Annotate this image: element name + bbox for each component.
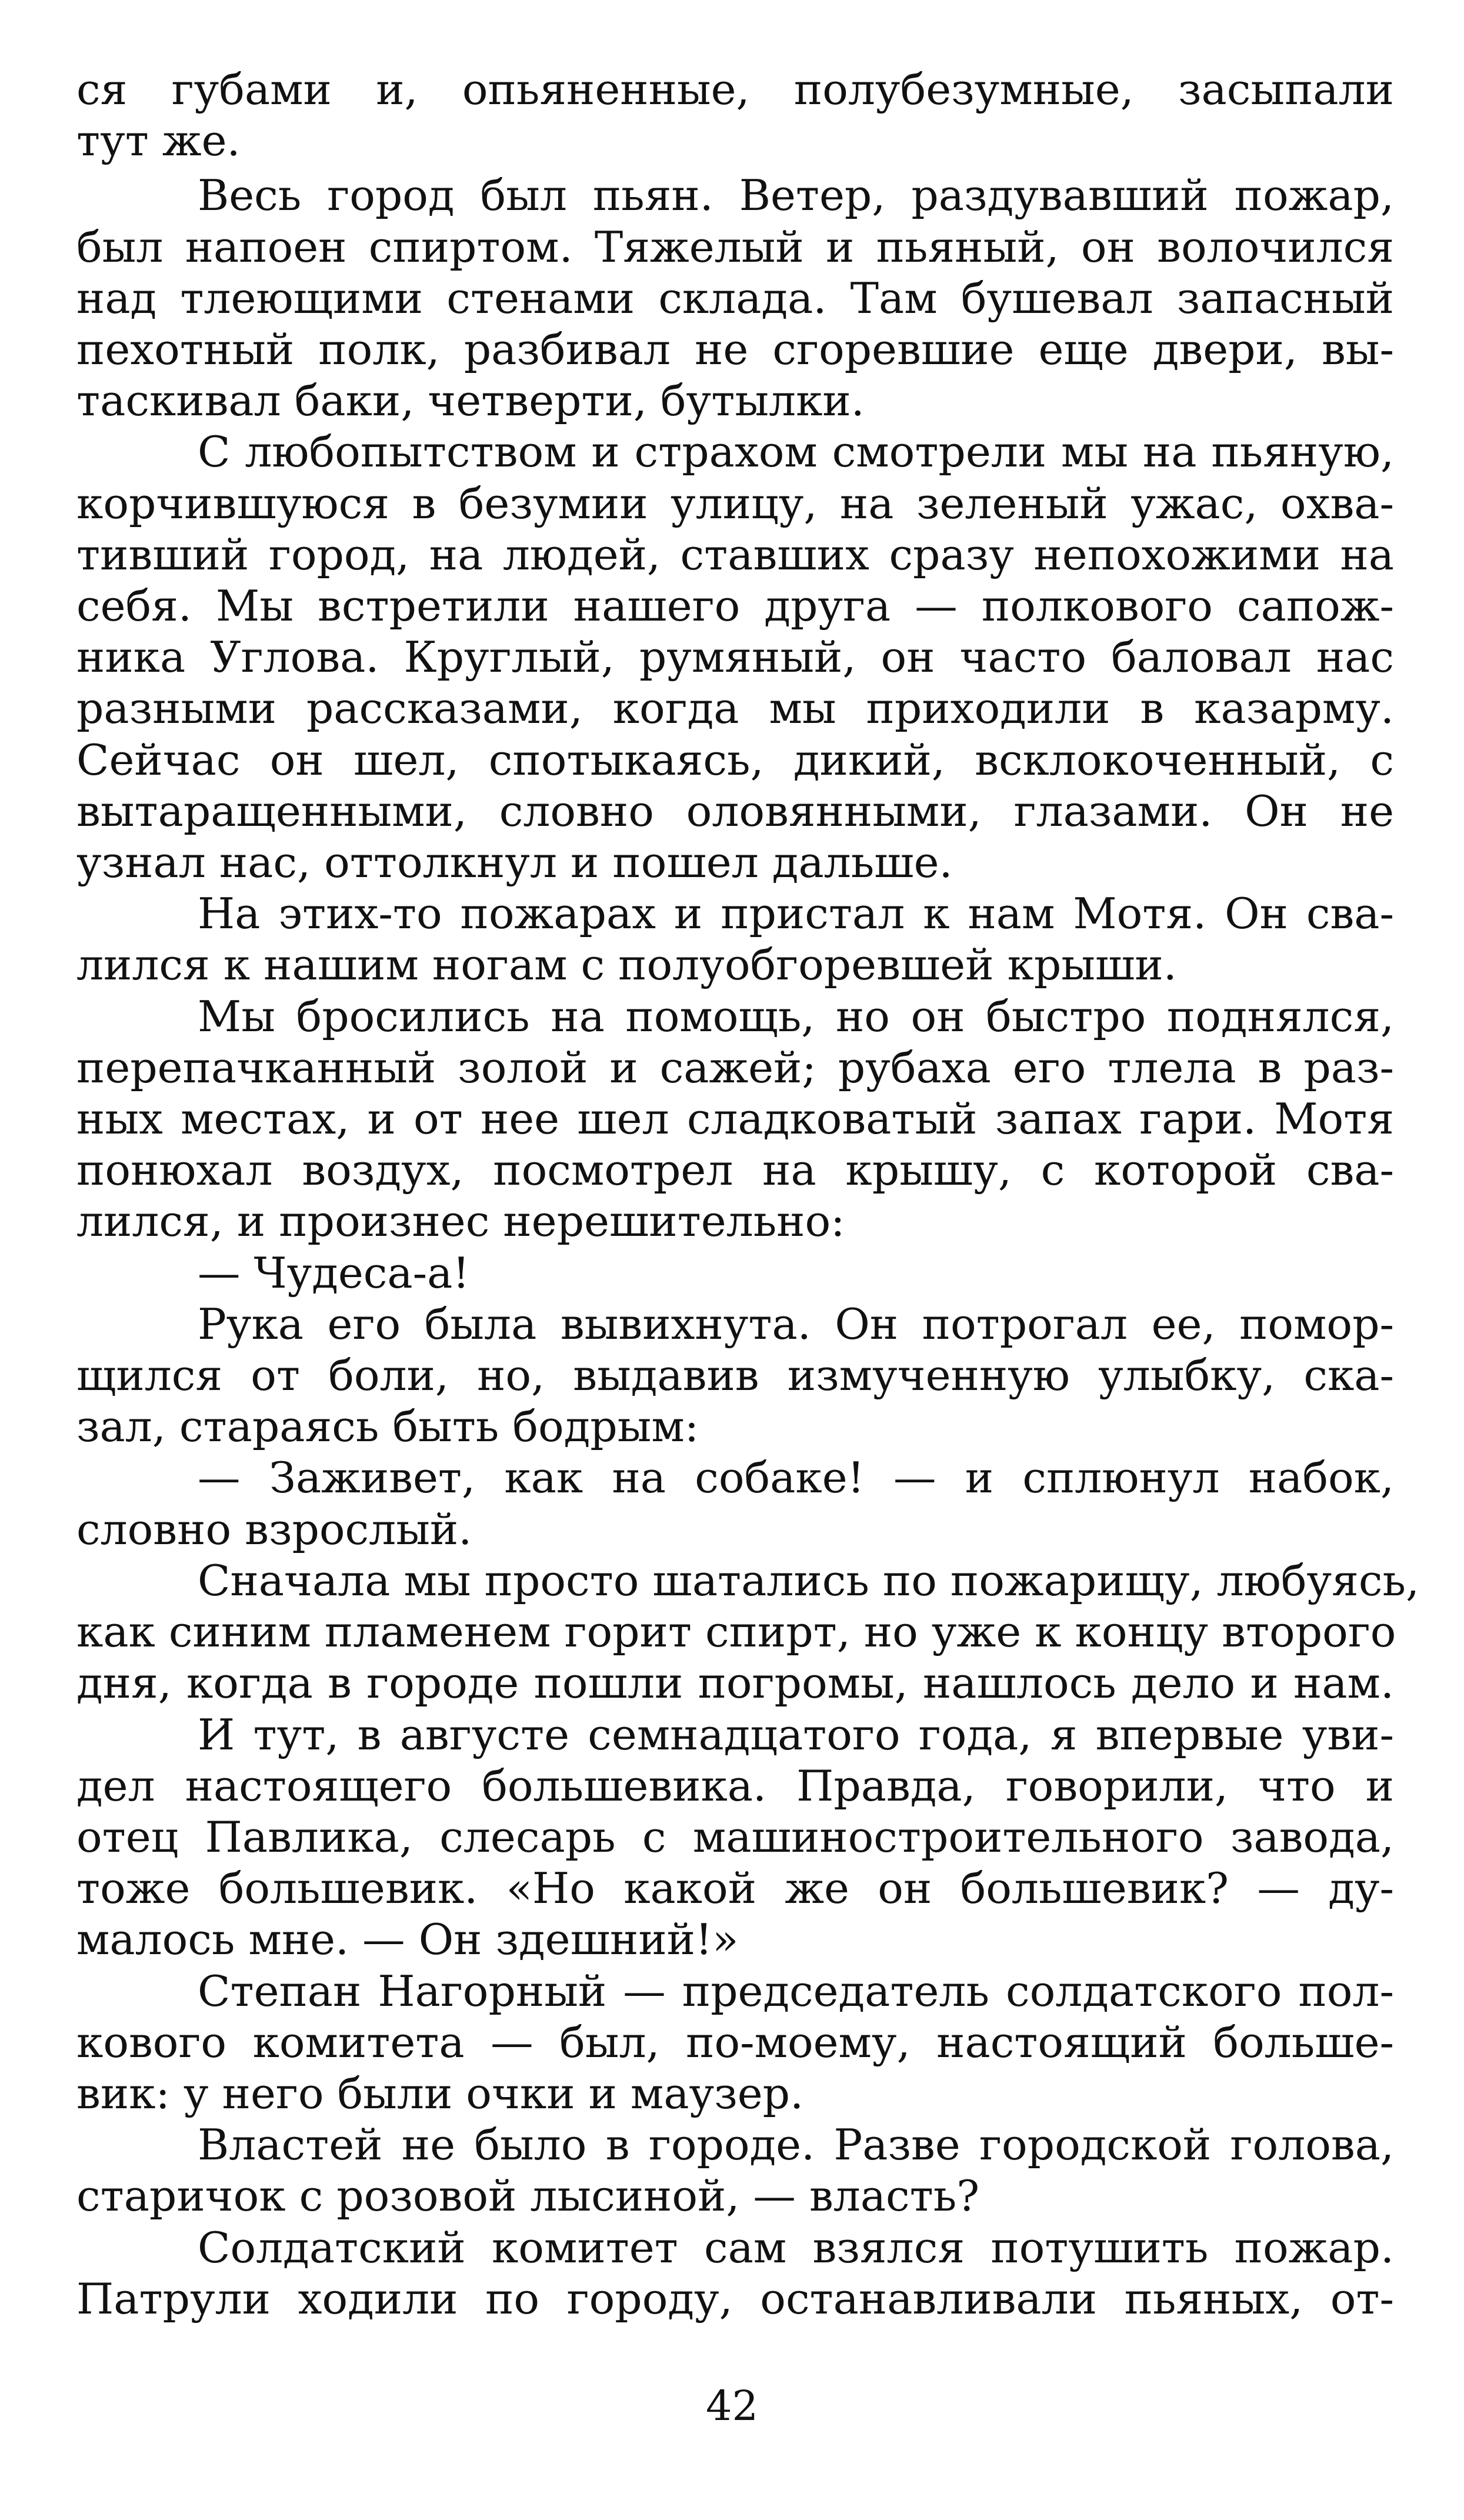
text-line: ся губами и, опьяненные, полубезумные, засыпали [76,65,1394,115]
text-line: Степан Нагорный — председатель солдатского пол- [198,1966,1394,2016]
text-line: Солдатский комитет сам взялся потушить пожар. [198,2223,1394,2273]
text-line: Патрули ходили по городу, останавливали пьяных, от- [76,2274,1394,2324]
text-line: На этих-то пожарах и пристал к нам Мотя. Он сва- [198,889,1394,939]
text-line: разными рассказами, когда мы приходили в казарму. [76,684,1394,734]
text-line: вытаращенными, словно оловянными, глазами. Он не [76,786,1394,836]
text-line: отец Павлика, слесарь с машиностроительного завода, [76,1812,1394,1862]
text-line: Весь город был пьян. Ветер, раздувавший пожар, [198,171,1394,221]
text-line: ника Углова. Круглый, румяный, он часто баловал нас [76,633,1394,683]
text-line: Сейчас он шел, спотыкаясь, дикий, всклокоченный, с [76,735,1394,785]
text-line: Сначала мы просто шатались по пожарищу, любуясь, [198,1556,1420,1606]
text-line: пехотный полк, разбивал не сгоревшие еще двери, вы- [76,325,1394,375]
paragraph [76,1248,1394,1299]
text-line: малось мне. — Он здешний!» [76,1915,739,1965]
text-line: щился от боли, но, выдавив измученную улыбку, ска- [76,1351,1394,1401]
text-line: зал, стараясь быть бодрым: [76,1402,699,1452]
paragraph [76,427,1394,889]
text-line: — Заживет, как на собаке! — и сплюнул набок, [198,1454,1394,1504]
page-body [76,65,1420,2325]
text-line: таскивал баки, четверти, бутылки. [76,376,865,426]
text-line: лился к нашим ногам с полуобгоревшей крыши. [76,941,1177,991]
text-line: дня, когда в городе пошли погромы, нашлось дело и нам. [76,1659,1394,1709]
paragraph [76,1966,1394,2121]
text-line: перепачканный золой и сажей; рубаха его тлела в раз- [76,1043,1394,1093]
paragraph [76,889,1394,991]
text-line: был напоен спиртом. Тяжелый и пьяный, он волочился [76,222,1394,272]
paragraph [76,992,1394,1248]
paragraph [76,1299,1394,1454]
paragraph [76,1453,1394,1555]
text-line: старичок с розовой лысиной, — власть? [76,2172,980,2222]
text-line: вик: у него были очки и маузер. [76,2069,804,2119]
text-line: И тут, в августе семнадцатого года, я впервые уви- [198,1710,1394,1760]
text-line: корчившуюся в безумии улицу, на зеленый ужас, охва- [76,479,1394,529]
paragraph [76,2223,1394,2325]
text-line: словно взрослый. [76,1505,472,1555]
text-line: лился, и произнес нерешительно: [76,1197,845,1247]
text-line: ных местах, и от нее шел сладковатый запах гари. Мотя [76,1095,1394,1145]
text-line: понюхал воздух, посмотрел на крышу, с которой сва- [76,1146,1394,1196]
text-line: как синим пламенем горит спирт, но уже к концу второго [76,1608,1396,1658]
text-line: тоже большевик. «Но какой же он большевик? — ду- [76,1864,1394,1914]
paragraph [76,171,1394,427]
text-line: тивший город, на людей, ставших сразу непохожими на [76,530,1394,580]
text-line: Властей не было в городе. Разве городской голова, [198,2121,1394,2171]
text-line: Мы бросились на помощь, но он быстро поднялся, [198,992,1394,1042]
text-line: тут же. [76,116,241,166]
text-line: Рука его была вывихнута. Он потрогал ее, помор- [198,1299,1394,1349]
text-line: узнал нас, оттолкнул и пошел дальше. [76,838,953,888]
page-number: 42 [705,2382,759,2430]
paragraph [76,2120,1394,2222]
text-line: дел настоящего большевика. Правда, говорили, что и [76,1761,1394,1811]
text-line: — Чудеса-а! [198,1248,470,1298]
paragraph [76,65,1394,167]
text-line: себя. Мы встретили нашего друга — полкового сапож- [76,582,1394,632]
text-line: С любопытством и страхом смотрели мы на пьяную, [198,428,1394,478]
paragraph [76,1556,1420,1710]
paragraph [76,1710,1394,1966]
text-line: кового комитета — был, по-моему, настоящий больше- [76,2018,1394,2068]
text-line: над тлеющими стенами склада. Там бушевал запасный [76,274,1394,324]
